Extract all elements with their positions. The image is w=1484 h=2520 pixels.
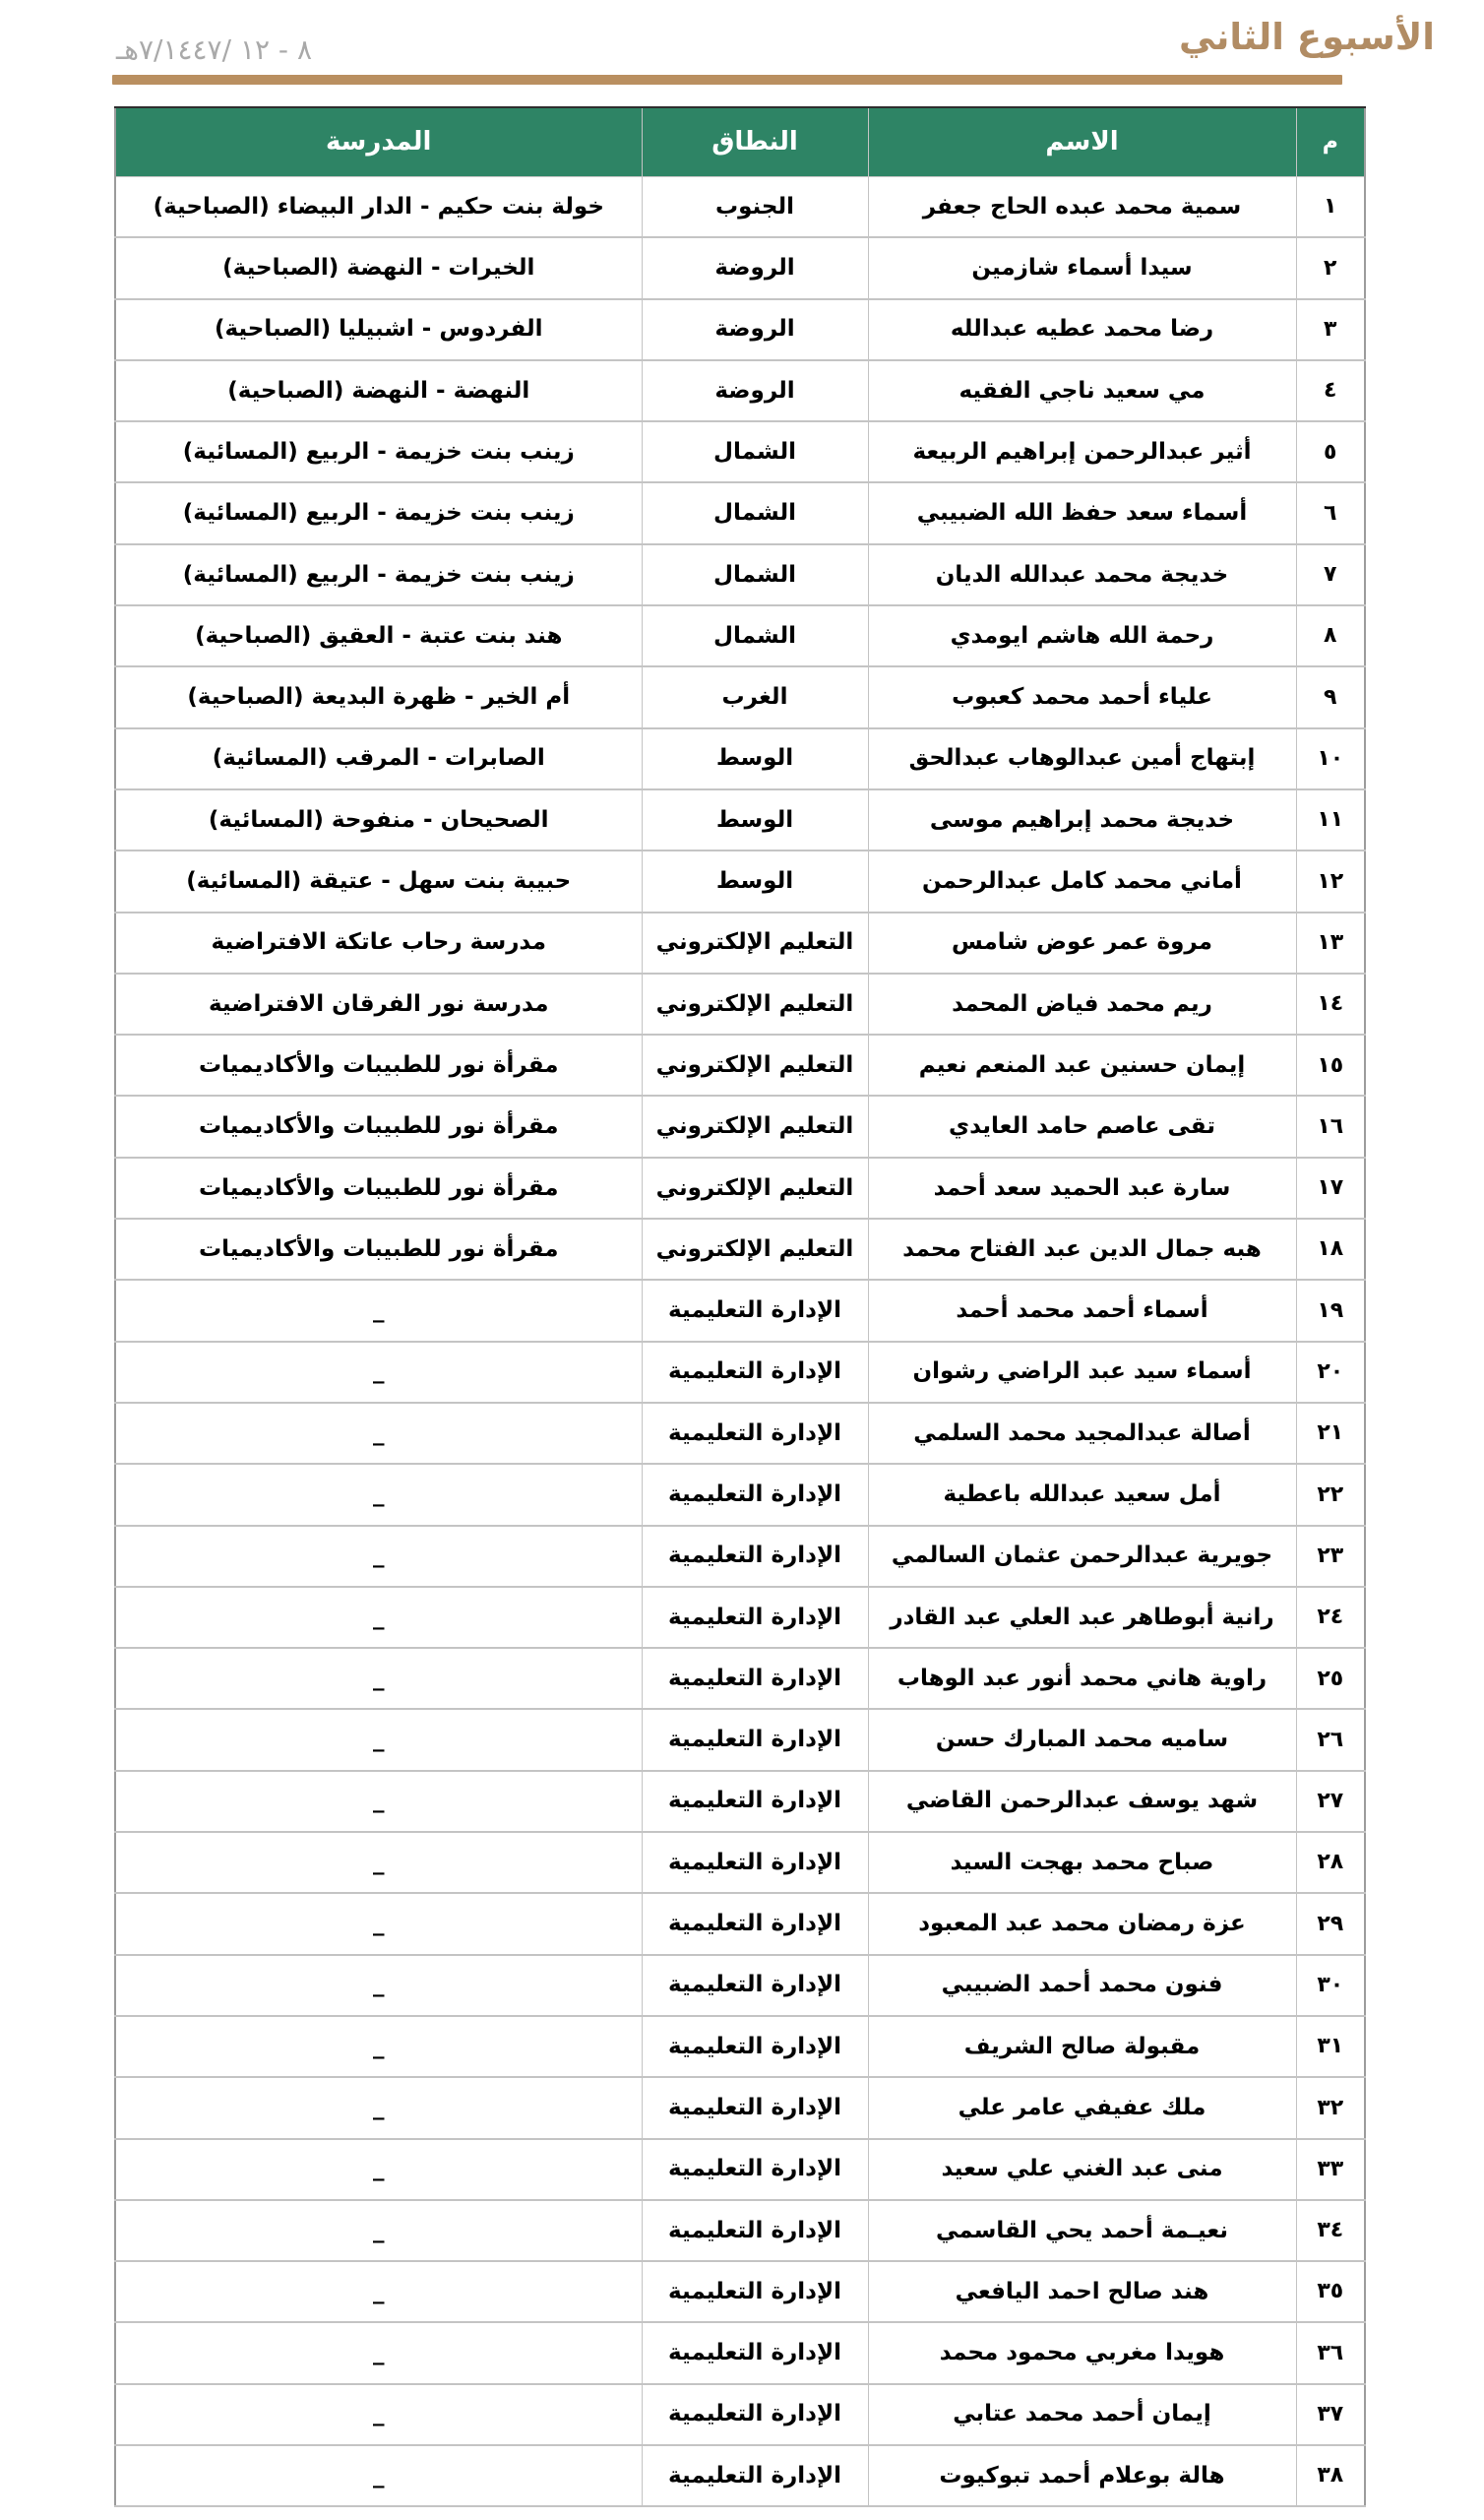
name-cell: شهد يوسف عبدالرحمن القاضي — [868, 1771, 1296, 1832]
table-row — [115, 1648, 1365, 1709]
scope-cell: الإدارة التعليمية — [642, 1893, 868, 1954]
name-cell: أسماء سيد عبد الراضي رشوان — [868, 1342, 1296, 1403]
page-title: الأسبوع الثاني — [1179, 16, 1435, 58]
scope-cell: الإدارة التعليمية — [642, 2139, 868, 2200]
table-row — [115, 666, 1365, 727]
row-number-cell: ٢ — [1296, 237, 1365, 298]
name-cell: منى عبد الغني علي سعيد — [868, 2139, 1296, 2200]
school-cell: _ — [115, 2384, 642, 2445]
school-cell: _ — [115, 1832, 642, 1893]
table-row — [115, 1096, 1365, 1157]
scope-cell: الإدارة التعليمية — [642, 1832, 868, 1893]
name-cell: هويدا مغربي محمود محمد — [868, 2322, 1296, 2383]
school-cell: مقرأة نور للطبيبات والأكاديميات — [115, 1035, 642, 1096]
scope-cell: الإدارة التعليمية — [642, 1771, 868, 1832]
row-number-cell: ١٠ — [1296, 728, 1365, 789]
header-number: م — [1296, 107, 1365, 176]
name-cell: أمل سعيد عبدالله باعطية — [868, 1464, 1296, 1525]
table-row — [115, 2077, 1365, 2138]
school-cell: _ — [115, 1280, 642, 1341]
name-cell: أصالة عبدالمجيد محمد السلمي — [868, 1403, 1296, 1464]
scope-cell: الشمال — [642, 605, 868, 666]
row-number-cell: ٥ — [1296, 421, 1365, 482]
school-cell: _ — [115, 1526, 642, 1587]
header-scope: النطاق — [642, 107, 868, 176]
school-cell: زينب بنت خزيمة - الربيع (المسائية) — [115, 421, 642, 482]
name-cell: مقبولة صالح الشريف — [868, 2016, 1296, 2077]
table-row — [115, 1832, 1365, 1893]
row-number-cell: ٢٤ — [1296, 1587, 1365, 1648]
table-row — [115, 789, 1365, 850]
name-cell: سمية محمد عبده الحاج جعفر — [868, 176, 1296, 237]
scope-cell: الإدارة التعليمية — [642, 1648, 868, 1709]
scope-cell: الإدارة التعليمية — [642, 2200, 868, 2261]
table-row — [115, 237, 1365, 298]
row-number-cell: ١٥ — [1296, 1035, 1365, 1096]
row-number-cell: ٨ — [1296, 605, 1365, 666]
scope-cell: الإدارة التعليمية — [642, 2261, 868, 2322]
table-row — [115, 421, 1365, 482]
scope-cell: الإدارة التعليمية — [642, 1403, 868, 1464]
school-cell: _ — [115, 1648, 642, 1709]
school-cell: _ — [115, 2139, 642, 2200]
table-row — [115, 2384, 1365, 2445]
header-name: الاسم — [868, 107, 1296, 176]
name-cell: أسماء سعد حفظ الله الضبيبي — [868, 482, 1296, 543]
table-row — [115, 850, 1365, 912]
table-row — [115, 1158, 1365, 1219]
roster-table-container — [116, 106, 1366, 2507]
school-cell: مدرسة رحاب عاتكة الافتراضية — [115, 913, 642, 974]
table-row — [115, 2016, 1365, 2077]
table-row — [115, 2200, 1365, 2261]
school-cell: الصحيحان - منفوحة (المسائية) — [115, 789, 642, 850]
school-cell: أم الخير - ظهرة البديعة (الصباحية) — [115, 666, 642, 727]
hijri-date: ٨ - ١٢ /٧/١٤٤٧هـ — [116, 33, 312, 66]
school-cell: _ — [115, 2322, 642, 2383]
name-cell: رضا محمد عطيه عبدالله — [868, 299, 1296, 360]
name-cell: ملك عفيفي عامر علي — [868, 2077, 1296, 2138]
table-row — [115, 1219, 1365, 1280]
scope-cell: التعليم الإلكتروني — [642, 974, 868, 1035]
table-row — [115, 2322, 1365, 2383]
row-number-cell: ٢٧ — [1296, 1771, 1365, 1832]
scope-cell: الإدارة التعليمية — [642, 1955, 868, 2016]
scope-cell: الغرب — [642, 666, 868, 727]
row-number-cell: ١٢ — [1296, 850, 1365, 912]
school-cell: مقرأة نور للطبيبات والأكاديميات — [115, 1219, 642, 1280]
scope-cell: الإدارة التعليمية — [642, 2384, 868, 2445]
row-number-cell: ٣٧ — [1296, 2384, 1365, 2445]
header-school: المدرسة — [115, 107, 642, 176]
row-number-cell: ٢٨ — [1296, 1832, 1365, 1893]
table-row — [115, 360, 1365, 421]
table-row — [115, 1035, 1365, 1096]
school-cell: _ — [115, 1709, 642, 1770]
row-number-cell: ٧ — [1296, 544, 1365, 605]
table-row — [115, 913, 1365, 974]
school-cell: _ — [115, 2200, 642, 2261]
row-number-cell: ٣٣ — [1296, 2139, 1365, 2200]
table-row — [115, 1771, 1365, 1832]
school-cell: _ — [115, 2261, 642, 2322]
scope-cell: الوسط — [642, 789, 868, 850]
row-number-cell: ٣١ — [1296, 2016, 1365, 2077]
row-number-cell: ١٩ — [1296, 1280, 1365, 1341]
table-row — [115, 1587, 1365, 1648]
row-number-cell: ٢١ — [1296, 1403, 1365, 1464]
table-row — [115, 1464, 1365, 1525]
table-row — [115, 1280, 1365, 1341]
row-number-cell: ٣ — [1296, 299, 1365, 360]
name-cell: تقى عاصم حامد العايدي — [868, 1096, 1296, 1157]
table-row — [115, 605, 1365, 666]
table-row — [115, 2139, 1365, 2200]
scope-cell: الروضة — [642, 299, 868, 360]
table-row — [115, 728, 1365, 789]
scope-cell: الوسط — [642, 850, 868, 912]
name-cell: ريم محمد فياض المحمد — [868, 974, 1296, 1035]
row-number-cell: ٤ — [1296, 360, 1365, 421]
school-cell: النهضة - النهضة (الصباحية) — [115, 360, 642, 421]
row-number-cell: ١٤ — [1296, 974, 1365, 1035]
name-cell: خديجة محمد إبراهيم موسى — [868, 789, 1296, 850]
scope-cell: التعليم الإلكتروني — [642, 1158, 868, 1219]
name-cell: إيمان أحمد محمد عتابي — [868, 2384, 1296, 2445]
scope-cell: التعليم الإلكتروني — [642, 1035, 868, 1096]
row-number-cell: ٢٥ — [1296, 1648, 1365, 1709]
name-cell: أماني محمد كامل عبدالرحمن — [868, 850, 1296, 912]
name-cell: أسماء أحمد محمد أحمد — [868, 1280, 1296, 1341]
name-cell: هالة بوعلام أحمد تبوكيوت — [868, 2445, 1296, 2506]
table-row — [115, 974, 1365, 1035]
name-cell: نعيـمة أحمد يحي القاسمي — [868, 2200, 1296, 2261]
scope-cell: الإدارة التعليمية — [642, 1587, 868, 1648]
name-cell: هبه جمال الدين عبد الفتاح محمد — [868, 1219, 1296, 1280]
name-cell: صباح محمد بهجت السيد — [868, 1832, 1296, 1893]
school-cell: _ — [115, 1771, 642, 1832]
row-number-cell: ٦ — [1296, 482, 1365, 543]
row-number-cell: ٣٦ — [1296, 2322, 1365, 2383]
name-cell: ساميه محمد المبارك حسن — [868, 1709, 1296, 1770]
school-cell: حبيبة بنت سهل - عتيقة (المسائية) — [115, 850, 642, 912]
school-cell: _ — [115, 1955, 642, 2016]
row-number-cell: ٩ — [1296, 666, 1365, 727]
school-cell: _ — [115, 2077, 642, 2138]
scope-cell: التعليم الإلكتروني — [642, 1219, 868, 1280]
row-number-cell: ٢٢ — [1296, 1464, 1365, 1525]
row-number-cell: ١٧ — [1296, 1158, 1365, 1219]
name-cell: هند صالح احمد اليافعي — [868, 2261, 1296, 2322]
name-cell: أثير عبدالرحمن إبراهيم الربيعة — [868, 421, 1296, 482]
scope-cell: الإدارة التعليمية — [642, 1709, 868, 1770]
row-number-cell: ١١ — [1296, 789, 1365, 850]
table-header — [115, 107, 1365, 176]
school-cell: _ — [115, 1403, 642, 1464]
row-number-cell: ٢٩ — [1296, 1893, 1365, 1954]
scope-cell: الإدارة التعليمية — [642, 1280, 868, 1341]
table-row — [115, 1893, 1365, 1954]
row-number-cell: ٢٣ — [1296, 1526, 1365, 1587]
table-row — [115, 1955, 1365, 2016]
scope-cell: الإدارة التعليمية — [642, 2445, 868, 2506]
name-cell: مي سعيد ناجي الفقيه — [868, 360, 1296, 421]
scope-cell: الشمال — [642, 421, 868, 482]
name-cell: علياء أحمد محمد كعبوب — [868, 666, 1296, 727]
row-number-cell: ١ — [1296, 176, 1365, 237]
name-cell: عزة رمضان محمد عبد المعبود — [868, 1893, 1296, 1954]
roster-table — [114, 106, 1366, 2507]
school-cell: _ — [115, 1464, 642, 1525]
scope-cell: الإدارة التعليمية — [642, 2322, 868, 2383]
row-number-cell: ٢٠ — [1296, 1342, 1365, 1403]
table-row — [115, 2445, 1365, 2506]
name-cell: رحمة الله هاشم ايومدي — [868, 605, 1296, 666]
name-cell: سيدا أسماء شازمين — [868, 237, 1296, 298]
name-cell: إيمان حسنين عبد المنعم نعيم — [868, 1035, 1296, 1096]
table-body — [115, 176, 1365, 2506]
table-row — [115, 1526, 1365, 1587]
table-row — [115, 299, 1365, 360]
row-number-cell: ٣٥ — [1296, 2261, 1365, 2322]
row-number-cell: ١٣ — [1296, 913, 1365, 974]
school-cell: زينب بنت خزيمة - الربيع (المسائية) — [115, 482, 642, 543]
scope-cell: الجنوب — [642, 176, 868, 237]
name-cell: مروة عمر عوض شامس — [868, 913, 1296, 974]
school-cell: الخيرات - النهضة (الصباحية) — [115, 237, 642, 298]
scope-cell: الشمال — [642, 482, 868, 543]
table-row — [115, 1709, 1365, 1770]
row-number-cell: ٣٠ — [1296, 1955, 1365, 2016]
row-number-cell: ٢٦ — [1296, 1709, 1365, 1770]
table-row — [115, 482, 1365, 543]
scope-cell: الإدارة التعليمية — [642, 2016, 868, 2077]
name-cell: جويرية عبدالرحمن عثمان السالمي — [868, 1526, 1296, 1587]
row-number-cell: ٣٤ — [1296, 2200, 1365, 2261]
school-cell: الفردوس - اشبيليا (الصباحية) — [115, 299, 642, 360]
table-row — [115, 1403, 1365, 1464]
scope-cell: الإدارة التعليمية — [642, 1342, 868, 1403]
table-row — [115, 2261, 1365, 2322]
scope-cell: الروضة — [642, 237, 868, 298]
divider-rule — [112, 75, 1342, 85]
table-row — [115, 176, 1365, 237]
name-cell: رانية أبوطاهر عبد العلي عبد القادر — [868, 1587, 1296, 1648]
table-row — [115, 544, 1365, 605]
school-cell: _ — [115, 1587, 642, 1648]
scope-cell: الإدارة التعليمية — [642, 1464, 868, 1525]
school-cell: مقرأة نور للطبيبات والأكاديميات — [115, 1096, 642, 1157]
school-cell: مدرسة نور الفرقان الافتراضية — [115, 974, 642, 1035]
school-cell: _ — [115, 2016, 642, 2077]
school-cell: _ — [115, 1893, 642, 1954]
name-cell: خديجة محمد عبدالله الديان — [868, 544, 1296, 605]
name-cell: سارة عبد الحميد سعد أحمد — [868, 1158, 1296, 1219]
school-cell: خولة بنت حكيم - الدار البيضاء (الصباحية) — [115, 176, 642, 237]
scope-cell: التعليم الإلكتروني — [642, 913, 868, 974]
scope-cell: الشمال — [642, 544, 868, 605]
school-cell: هند بنت عتبة - العقيق (الصباحية) — [115, 605, 642, 666]
name-cell: راوية هاني محمد أنور عبد الوهاب — [868, 1648, 1296, 1709]
row-number-cell: ٣٢ — [1296, 2077, 1365, 2138]
row-number-cell: ٣٨ — [1296, 2445, 1365, 2506]
row-number-cell: ١٨ — [1296, 1219, 1365, 1280]
scope-cell: الإدارة التعليمية — [642, 2077, 868, 2138]
school-cell: _ — [115, 1342, 642, 1403]
school-cell: زينب بنت خزيمة - الربيع (المسائية) — [115, 544, 642, 605]
scope-cell: الوسط — [642, 728, 868, 789]
name-cell: فنون محمد أحمد الضبيبي — [868, 1955, 1296, 2016]
scope-cell: التعليم الإلكتروني — [642, 1096, 868, 1157]
school-cell: الصابرات - المرقب (المسائية) — [115, 728, 642, 789]
row-number-cell: ١٦ — [1296, 1096, 1365, 1157]
scope-cell: الروضة — [642, 360, 868, 421]
school-cell: _ — [115, 2445, 642, 2506]
school-cell: مقرأة نور للطبيبات والأكاديميات — [115, 1158, 642, 1219]
name-cell: إبتهاج أمين عبدالوهاب عبدالحق — [868, 728, 1296, 789]
scope-cell: الإدارة التعليمية — [642, 1526, 868, 1587]
table-row — [115, 1342, 1365, 1403]
top-bar — [0, 0, 1484, 73]
header-row — [115, 107, 1365, 176]
